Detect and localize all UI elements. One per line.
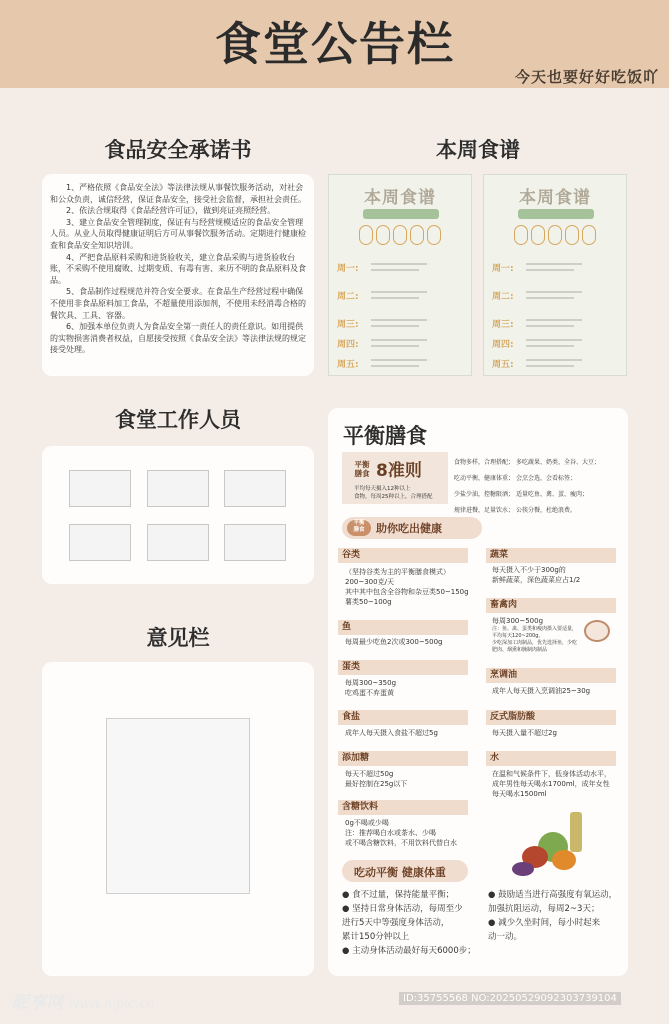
category-line: 每天摄入不少于300g的: [492, 566, 566, 574]
food-safety-title: 食品安全承诺书: [104, 138, 252, 162]
promise-paragraph: 6、加强本单位负责人为食品安全第一责任人的责任意识。如用提供的实物损害消费者权益，自愿接受按照《食品安全法》等法律法规的规定接受处理。: [50, 322, 306, 355]
category-line: 其中其中包含全谷物和杂豆类50~150g: [345, 588, 469, 596]
category-line: 每周300~500g: [492, 617, 544, 625]
watermark-id: ID:35755568 NO:20250529092303739104: [399, 992, 621, 1005]
menu-day-row: [337, 353, 465, 373]
promise-paragraph: 5、食品制作过程规范并符合安全要求。在食品生产经营过程中确保不使用非食品原料加工食品，不超量使用添加剂，不使用未经消毒合格的餐饮具、工具、容器。: [50, 287, 306, 320]
category-head: 食盐: [338, 710, 468, 725]
category-text: [345, 769, 475, 789]
category-line: 平均每天120~200g。: [492, 633, 544, 639]
food-safety-text: [50, 182, 308, 356]
rule-badge-top: 平衡: [354, 460, 370, 469]
category-text: [345, 637, 475, 647]
sub-badge-2: 膳食: [353, 527, 365, 533]
weekly-menu-title: 本周食谱: [436, 138, 520, 162]
category-line: 0g不喝或少喝: [345, 819, 389, 827]
category-text: [345, 728, 475, 738]
menu-day-row: [337, 333, 465, 353]
menu-day-label: 周五:: [337, 360, 359, 370]
menu-poster-2: [483, 174, 627, 376]
activity-item: ● 减少久坐时间，每小时起来: [488, 918, 601, 928]
rule-note-1: 平均每天摄入12种以上: [354, 486, 411, 492]
category-head: 鱼: [338, 620, 468, 635]
category-text: [492, 616, 588, 654]
category-line: 注：鱼、禽、蛋类和瘦肉摄入要适量，: [492, 626, 578, 632]
principle-item: 少盐少油，控糖限酒；: [454, 491, 515, 498]
category-text: [492, 769, 622, 799]
activity-item: ● 鼓励适当进行高强度有氧运动，: [488, 890, 618, 900]
opinion-box[interactable]: [106, 718, 250, 894]
menu-day-label: 周四:: [337, 340, 359, 350]
principle-list: [452, 455, 622, 514]
sub-title: 助你吃出健康: [376, 522, 442, 535]
category-head: 反式脂肪酸: [486, 710, 616, 725]
category-line: 每周最少吃鱼2次或300~500g: [345, 638, 443, 646]
staff-photo-slot: [147, 524, 209, 561]
menu-day-label: 周一:: [492, 264, 514, 274]
menu-day-row: [492, 353, 620, 373]
watermark-logo-text: 昵享网: [12, 993, 63, 1013]
staff-photo-slot: [69, 470, 131, 507]
category-head: 含糖饮料: [338, 800, 468, 815]
activity-right-list: [488, 888, 624, 944]
principle-item: 食物多样，合理搭配；: [454, 459, 515, 466]
menu-day-label: 周二:: [337, 292, 359, 302]
sub-badge-1: 平衡: [353, 520, 365, 526]
activity-item: 动一动。: [488, 932, 523, 942]
vegetables-illustration: [508, 812, 592, 888]
menu-day-row: [337, 285, 465, 305]
category-head: 水: [486, 751, 616, 766]
rule-note-2: 食物，每周25种以上，合理搭配: [354, 494, 433, 500]
menu-poster-banner: [518, 209, 594, 219]
menu-poster-title: 本周食谱: [364, 188, 436, 208]
rule-badge: [350, 460, 374, 478]
staff-photo-slot: [69, 524, 131, 561]
menu-day-row: [492, 333, 620, 353]
category-line: 在温和气候条件下，低身体活动水平，: [492, 770, 611, 778]
category-line: 吃鸡蛋不弃蛋黄: [345, 689, 394, 697]
activity-item: ● 坚持日常身体活动，每周至少: [342, 904, 463, 914]
category-head: 烹调油: [486, 668, 616, 683]
activity-item: ● 主动身体活动最好每天6000步；: [342, 946, 476, 956]
activity-title: 吃动平衡 健康体重: [354, 866, 446, 879]
category-text: [492, 728, 622, 738]
category-text: [345, 678, 475, 698]
rule-title: 8准则: [376, 461, 422, 481]
category-line: 成年人每天摄入烹调油25~30g: [492, 687, 591, 695]
opinion-title: 意见栏: [146, 626, 210, 650]
menu-day-label: 周二:: [492, 292, 514, 302]
category-head: 谷类: [338, 548, 468, 563]
category-text: [345, 567, 475, 607]
menu-poster-circles: [514, 225, 596, 245]
meat-icon: [584, 620, 610, 642]
activity-left-list: [342, 888, 482, 958]
menu-day-row: [492, 285, 620, 305]
category-head: 蔬菜: [486, 548, 616, 563]
menu-day-row: [492, 313, 620, 333]
promise-paragraph: 3、建立食品安全管理制度，保证有与经营规模适应的食品安全管理人员。从业人员取得健康证明后方可从事餐饮服务活动。定期进行健康检查和食品安全知识培训。: [50, 217, 306, 250]
sub-badge: [347, 520, 371, 536]
category-line: 每天喝水1500ml: [492, 790, 547, 798]
staff-title: 食堂工作人员: [115, 408, 241, 432]
menu-day-label: 周五:: [492, 360, 514, 370]
activity-item: 进行5天中等强度身体活动，: [342, 918, 450, 928]
category-text: [492, 686, 622, 696]
category-head: 畜禽肉: [486, 598, 616, 613]
watermark-left: [12, 988, 155, 1013]
balanced-diet-title: 平衡膳食: [343, 424, 427, 448]
category-line: 200~300克/天: [345, 578, 394, 586]
menu-day-row: [492, 257, 620, 277]
category-line: 每天不超过50g: [345, 770, 394, 778]
category-line: 少吃深加工肉制品，优先选择鱼，少吃: [492, 640, 578, 646]
category-text: [345, 818, 475, 848]
menu-day-label: 周三:: [337, 320, 359, 330]
menu-day-label: 周四:: [492, 340, 514, 350]
category-line: 薯类50~100g: [345, 598, 392, 606]
watermark-url: www.nipic.cn: [68, 997, 155, 1012]
menu-day-label: 周一:: [337, 264, 359, 274]
category-line: 肥肉、烟熏和腌制肉制品: [492, 647, 548, 653]
promise-paragraph: 4、严把食品原料采购和进货验收关，建立食品采购与进货验收台账，不采购不使用腐败、过期变质、有毒有害、来历不明的食品原料及食品。: [50, 252, 306, 285]
category-line: 注：推荐喝白水或茶水、少喝: [345, 829, 436, 837]
principle-item: 多吃蔬果、奶类、全谷、大豆；: [516, 459, 601, 466]
promise-paragraph: 2、依法合规取得《食品经营许可证》，做到亮证亮照经营。: [66, 206, 276, 216]
staff-photo-slot: [224, 524, 286, 561]
menu-poster-circles: [359, 225, 441, 245]
slogan: 今天也要好好吃饭吖: [514, 68, 659, 86]
category-line: （坚持谷类为主的平衡膳食模式）: [345, 568, 450, 576]
principle-item: 适量吃鱼、禽、蛋、瘦肉；: [516, 491, 589, 498]
principle-item: 会烹会选，会看标签；: [516, 475, 577, 482]
activity-item: 加强抗阻运动，每周2~3天；: [488, 904, 600, 914]
category-line: 或不喝含糖饮料，不用饮料代替白水: [345, 839, 457, 847]
menu-poster-title: 本周食谱: [519, 188, 591, 208]
page-title: 食堂公告栏: [215, 17, 455, 71]
category-line: 最好控制在25g以下: [345, 780, 408, 788]
principle-item: 公筷分餐，杜绝浪费。: [516, 507, 577, 514]
menu-poster-1: [328, 174, 472, 376]
category-line: 成年男性每天喝水1700ml，成年女性: [492, 780, 610, 788]
promise-paragraph: 1、严格依照《食品安全法》等法律法规从事餐饮服务活动，对社会和公众负责，诚信经营，保证食品安全，接受社会监督，承担社会责任。: [50, 183, 306, 204]
category-head: 蛋类: [338, 660, 468, 675]
activity-item: ● 食不过量，保持能量平衡；: [342, 890, 455, 900]
category-line: 成年人每天摄入食盐不超过5g: [345, 729, 438, 737]
staff-photo-slot: [224, 470, 286, 507]
category-line: 每周300~350g: [345, 679, 397, 687]
principle-item: 规律进餐，足量饮水；: [454, 507, 515, 514]
activity-item: 累计150分钟以上: [342, 932, 410, 942]
category-line: 每天摄入量不超过2g: [492, 729, 557, 737]
principle-item: 吃动平衡，健康体重；: [454, 475, 515, 482]
rule-badge-bottom: 膳食: [354, 469, 370, 478]
category-line: 新鲜蔬菜，深色蔬菜应占1/2: [492, 576, 581, 584]
menu-day-label: 周三:: [492, 320, 514, 330]
category-head: 添加糖: [338, 751, 468, 766]
category-text: [492, 565, 622, 585]
staff-photo-slot: [147, 470, 209, 507]
menu-day-row: [337, 257, 465, 277]
menu-poster-banner: [363, 209, 439, 219]
staff-card: [42, 446, 314, 584]
menu-day-row: [337, 313, 465, 333]
